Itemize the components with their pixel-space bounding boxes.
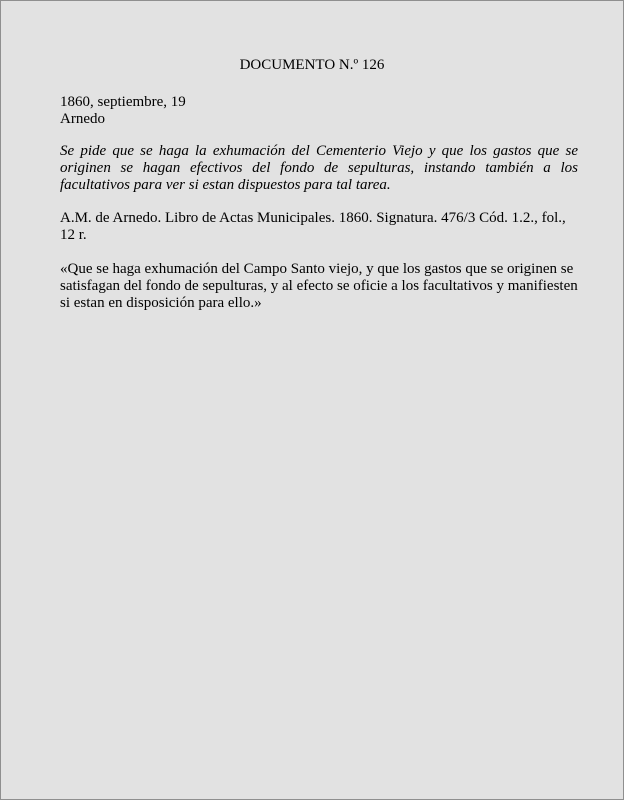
document-transcription: «Que se haga exhumación del Campo Santo viejo, y que los gastos que se originen se satisfagan del fondo de sepulturas, y al efecto se oficie a los facultativos y manifiesten si estan en disposición para ello.» — [60, 261, 578, 311]
document-title: DOCUMENTO N.º 126 — [239, 57, 385, 73]
document-place: Arnedo — [60, 111, 105, 127]
document-date: 1860, septiembre, 19 — [60, 94, 186, 110]
archival-source: A.M. de Arnedo. Libro de Actas Municipales. 1860. Signatura. 476/3 Cód. 1.2., fol., 12 r. — [60, 210, 566, 243]
document-summary: Se pide que se haga la exhumación del Cementerio Viejo y que los gastos que se originen se hagan efectivos del fondo de sepulturas, instando también a los facultativos para ver si estan dispuestos para tal tarea. — [60, 143, 578, 193]
date-place-block — [60, 94, 578, 128]
